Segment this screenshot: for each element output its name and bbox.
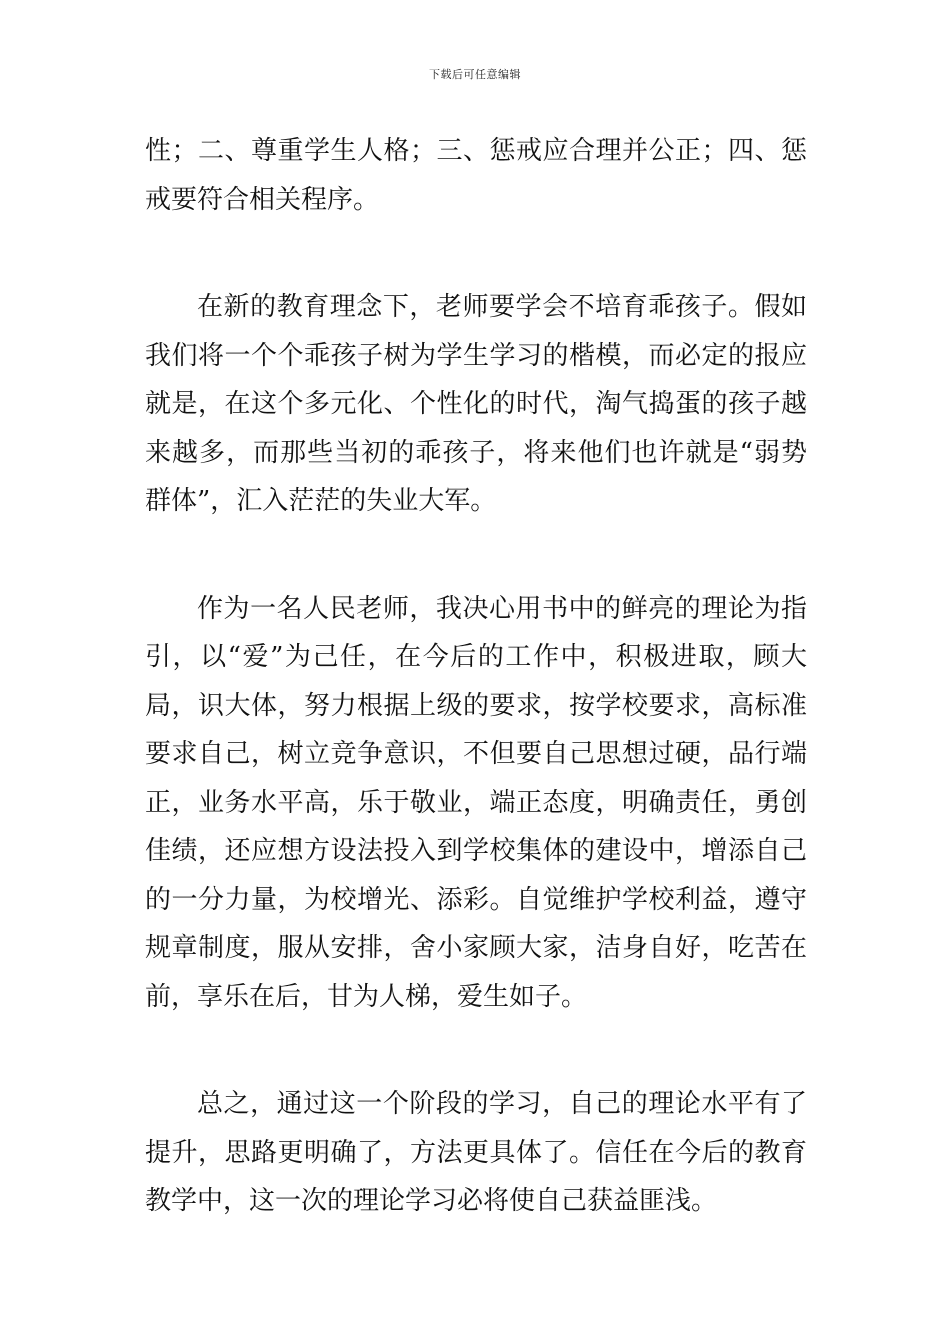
paragraph-2: 在新的教育理念下，老师要学会不培育乖孩子。假如我们将一个个乖孩子树为学生学习的楷模，而必定的报应就是，在这个多元化、个性化的时代，淘气捣蛋的孩子越来越多，而那些当初的乖孩子，将来他们也许就是“弱势群体”，汇入茫茫的失业大军。 [145, 292, 807, 516]
paragraph-spacer [145, 1021, 807, 1080]
paragraph-4: 总之，通过这一个阶段的学习，自己的理论水平有了提升，思路更明确了，方法更具体了。信任在今后的教育教学中，这一次的理论学习必将使自己获益匪浅。 [145, 1089, 807, 1216]
paragraph-spacer [145, 526, 807, 585]
page-header: 下载后可任意编辑 [429, 68, 521, 81]
paragraph-3: 作为一名人民老师，我决心用书中的鲜亮的理论为指引，以“爱”为己任，在今后的工作中，积极进取，顾大局，识大体，努力根据上级的要求，按学校要求，高标准要求自己，树立竞争意识，不但要自己思想过硬，品行端正，业务水平高，乐于敬业，端正态度，明确责任，勇创佳绩，还应想方设法投入到学校集体的建设中，增添自己的一分力量，为校增光、添彩。自觉维护学校利益，遵守规章制度，服从安排，舍小家顾大家，洁身自好，吃苦在前，享乐在后，甘为人梯，爱生如子。 [145, 593, 807, 1012]
paragraph-spacer [145, 224, 807, 283]
document-body [145, 127, 807, 1226]
paragraph-1: 性；二、尊重学生人格；三、惩戒应合理并公正；四、惩戒要符合相关程序。 [145, 136, 807, 215]
